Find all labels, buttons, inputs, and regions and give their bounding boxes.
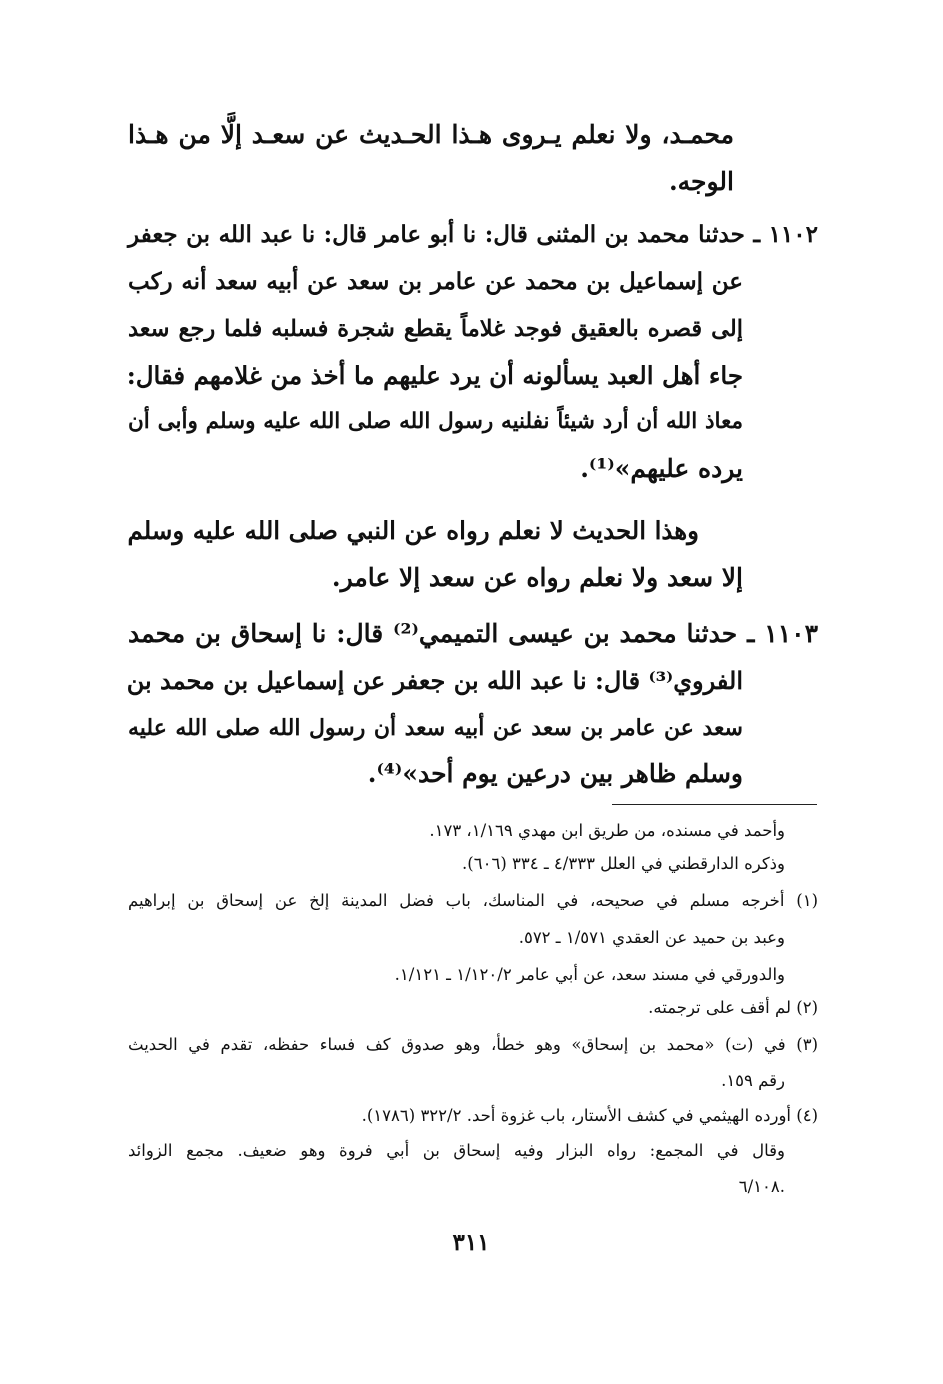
hadith-1102-line: معاذ الله أن أرد شيئاً نفلنيه رسول الله صلى الله عليه وسلم وأبى أن <box>128 409 743 434</box>
hadith-1102-line: إلى قصره بالعقيق فوجد غلاماً يقطع شجرة فسلبه فلما رجع سعد <box>128 316 743 342</box>
footnote-4: (٤) أورده الهيثمي في كشف الأستار، باب غزوة أحد. ٣٢٢/٢ (١٧٨٦). <box>361 1106 818 1125</box>
footnote-line: وذكره الدارقطني في العلل ٤/٣٣٣ ـ ٣٣٤ (٦٠٦). <box>462 854 785 873</box>
hadith-1103-line: الفروي⁽³⁾ قال: نا عبد الله بن جعفر عن إسماعيل بن محمد بن <box>126 666 743 695</box>
page-number: ٣١١ <box>452 1229 490 1256</box>
hadith-1102-line: ١١٠٢ ـ حدثنا محمد بن المثنى قال: نا أبو عامر قال: نا عبد الله بن جعفر <box>128 221 818 248</box>
body-line: الوجه. <box>668 167 734 196</box>
footnote-separator <box>612 804 817 805</box>
footnote-1: (١) أخرجه مسلم في صحيحه، في المناسك، باب فضل المدينة إلخ عن إسحاق بن إبراهيم <box>128 891 818 910</box>
footnote-1: وعبد بن حميد عن العقدي ١/٥٧١ ـ ٥٧٢. <box>518 928 785 947</box>
hadith-1102-line: عن إسماعيل بن محمد عن عامر بن سعد عن أبيه سعد أنه ركب <box>128 268 743 295</box>
hadith-1103-line: سعد عن عامر بن سعد عن أبيه سعد أن رسول الله صلى الله عليه <box>128 715 743 741</box>
footnote-3: (٣) في (ت) «محمد بن إسحاق» وهو خطأ، وهو صدوق كف فساء حفظه، تقدم في الحديث <box>128 1035 818 1054</box>
footnote-3: رقم ١٥٩. <box>721 1071 785 1090</box>
footnote-2: (٢) لم أقف على ترجمته. <box>648 998 818 1017</box>
footnote-line: وأحمد في مسنده، من طريق ابن مهدي ١/١٦٩، ١٧٣. <box>429 821 785 840</box>
footnote-4: ٦/١٠٨. <box>738 1177 785 1196</box>
comment-1102-line: وهذا الحديث لا نعلم رواه عن النبي صلى الله عليه وسلم <box>127 516 699 545</box>
body-line: محمـد، ولا نعلم يـروى هـذا الحـديث عن سعـد إلَّا من هـذا <box>128 120 734 149</box>
hadith-1103-line: ١١٠٣ ـ حدثنا محمد بن عيسى التميمي⁽²⁾ قال: نا إسحاق بن محمد <box>128 619 819 648</box>
hadith-1102-line: يرده عليهم»⁽¹⁾. <box>580 454 743 483</box>
hadith-1103-line: وسلم ظاهر بين درعين يوم أحد»⁽⁴⁾. <box>367 759 743 788</box>
footnote-1: والدورقي في مسند سعد، عن أبي عامر ١/١٢٠/٢ ـ ١/١٢١. <box>394 965 785 984</box>
comment-1102-line: إلا سعد ولا نعلم رواه عن سعد إلا عامر. <box>331 563 743 592</box>
footnote-4: وقال في المجمع: رواه البزار وفيه إسحاق بن أبي فروة وهو ضعيف. مجمع الزوائد <box>128 1141 785 1160</box>
hadith-1102-line: جاء أهل العبد يسألونه أن يرد عليهم ما أخذ من غلامهم فقال: <box>126 361 743 390</box>
